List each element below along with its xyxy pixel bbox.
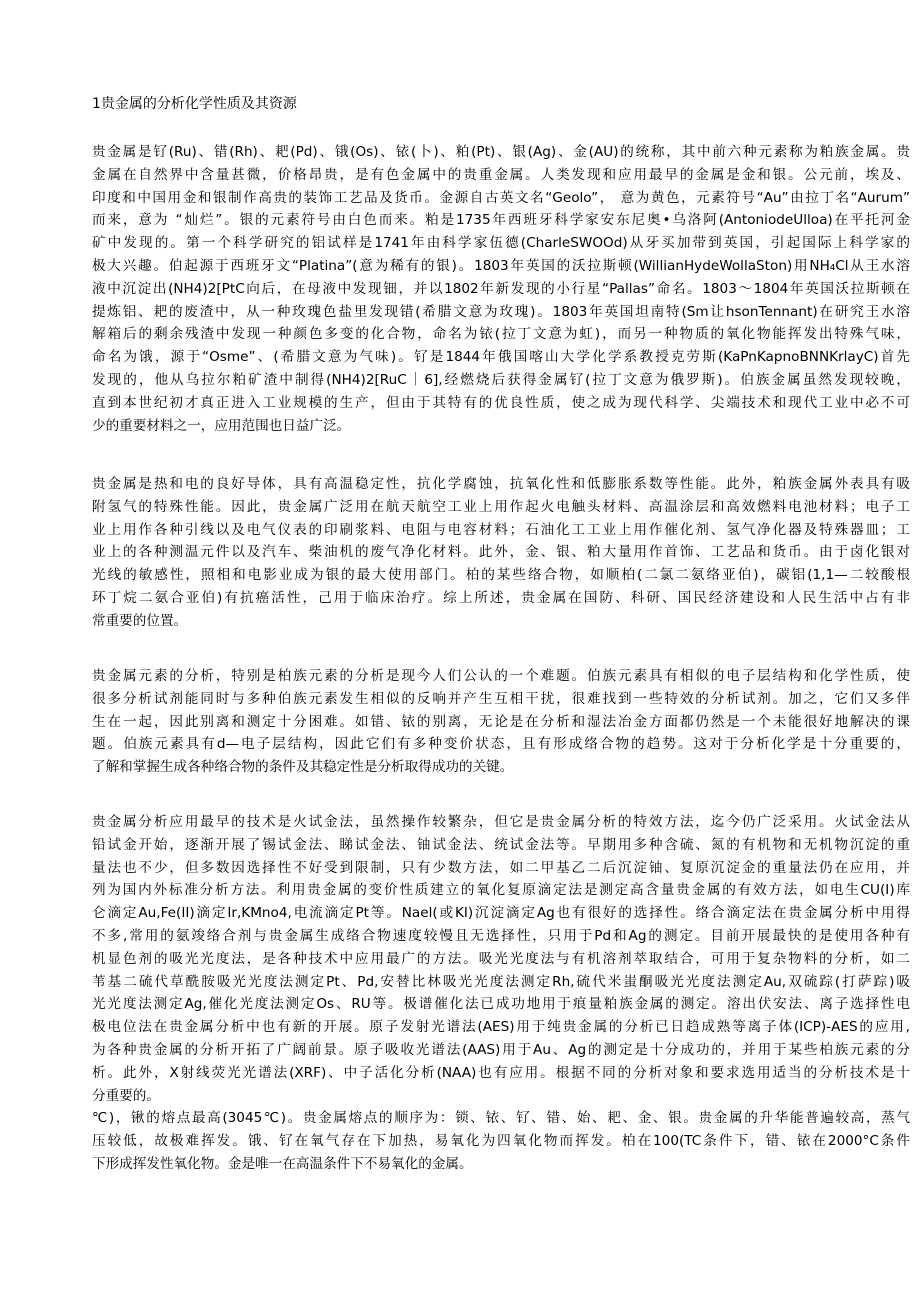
text-line: 生在一起，因此别离和测定十分困难。如错、铱的别离，无论是在分析和湿法冶金方面都仍然是一个未能很好地解决的课 bbox=[92, 713, 910, 730]
paragraph-analysis-difficulty bbox=[92, 665, 910, 779]
paragraph-history bbox=[92, 141, 910, 437]
text-line: 金属在自然界中含量甚微，价格昂贵，是有色金属中的贵重金属。人类发现和应用最早的金属是金和银。公元前，埃及、 bbox=[92, 166, 910, 183]
text-line: 分重要的。 bbox=[92, 1087, 160, 1104]
text-line: 极大兴趣。伯起源于西班牙文“Platina”(意为稀有的银)。1803年英国的沃拉斯顿(WillianHydeWollaSton)用NH₄Cl从王水溶 bbox=[92, 257, 910, 274]
text-line: 贵金属分析应用最早的技术是火试金法，虽然操作较繁杂，但它是贵金属分析的特效方法，迄今仍广泛采用。火试金法从 bbox=[92, 814, 910, 830]
text-line: 常重要的位置。 bbox=[92, 612, 188, 629]
text-line: 列为国内外标准分析方法。利用贵金属的变价性质建立的氧化复原滴定法是测定高含量贵金属的有效方法，如电生CU(I)库 bbox=[92, 882, 910, 899]
text-line: 机显色剂的吸光光度法，是各种技术中应用最广的方法。吸光光度法与有机溶剂萃取结合，可用于复杂物料的分析，如二 bbox=[92, 950, 910, 967]
text-line: 为各种贵金属的分析开拓了广阔前景。原子吸收光谱法(AAS)用于Au、Ag的测定是十分成功的，并用于某些柏族元素的分 bbox=[92, 1041, 910, 1058]
text-line: ℃)，锹的熔点最高(3045℃)。贵金属熔点的顺序为：锁、铱、钌、错、始、耙、金、银。贵金属的升华能普遍较高，蒸气 bbox=[92, 1110, 910, 1127]
text-line: 了解和掌握生成各种络合物的条件及其稳定性是分析取得成功的关键。 bbox=[92, 759, 514, 776]
text-line: 压较低，故极难挥发。饿、钌在氧气存在下加热，易氧化为四氧化物而挥发。柏在100(TC条件下，错、铱在2000°C条件 bbox=[92, 1133, 910, 1150]
text-line: 光线的敏感性，照相和电影业成为银的最大使用部门。柏的某些络合物，如顺柏(二氯二氨络亚伯)，碳铝(1,1—二较酸根 bbox=[92, 567, 910, 584]
text-line: 题。伯族元素具有d—电子层结构，因此它们有多种变价状态，且有形成络合物的趋势。这对于分析化学是十分重要的， bbox=[92, 736, 910, 753]
text-line: 直到本世纪初才真正进入工业规模的生产，但由于其特有的优良性质，使之成为现代科学、尖端技术和现代工业中必不可 bbox=[92, 394, 910, 411]
text-line: 少的重要材料之一，应用范围也日益广泛。 bbox=[92, 417, 351, 434]
text-line: 命名为饿，源于“Osme”、(希腊文意为气味)。钌是1844年俄国喀山大学化学系教授克劳斯(KaPnKapnoBNNKrlayC)首先 bbox=[92, 349, 910, 366]
text-line: 业上用作各种引线以及电气仪表的印刷浆料、电阻与电容材料；石油化工工业上用作催化剂、氢气净化器及特殊器皿；工 bbox=[92, 521, 910, 538]
text-line: 析。此外，X射线荧光光谱法(XRF)、中子活化分析(NAA)也有应用。根据不同的分析对象和要求选用适当的分析技术是十 bbox=[92, 1064, 910, 1081]
text-line: 解箱后的剩余残渣中发现一种颜色多变的化合物，命名为铱(拉丁文意为虹)，而另一种物质的氧化物能挥发出特殊气味， bbox=[92, 326, 910, 343]
text-line: 环丁烷二氨合亚伯)有抗癌活性，己用于临床治疗。综上所述，贵金属在国防、科研、国民经济建设和人民生活中占有非 bbox=[92, 589, 910, 606]
paragraph-properties bbox=[92, 473, 910, 633]
text-line: 贵金属元素的分析，特别是柏族元素的分析是现今人们公认的一个难题。伯族元素具有相似的电子层结构和化学性质，使 bbox=[92, 668, 910, 684]
text-line: 仑滴定Au,Fe(II)滴定Ir,KMno4,电流滴定Pt等。Nael(或KI)沉淀滴定Ag也有很好的选择性。络合滴定法在贵金属分析中用得 bbox=[92, 905, 910, 922]
text-line: 铅试金开始，逐渐开展了锡试金法、睇试金法、铀试金法、统试金法等。早期用多种含硫、氮的有机物和无机物沉淀的重 bbox=[92, 836, 910, 853]
text-line: 贵金属是钌(Ru)、错(Rh)、耙(Pd)、锇(Os)、铱(卜)、粕(Pt)、银(Ag)、金(AU)的统称，其中前六种元素称为粕族金属。贵 bbox=[92, 144, 910, 160]
text-line: 液中沉淀出(NH4)2[PtC向后，在母液中发现钿，并以1802年新发现的小行星“Pallas”命名。1803～1804年英国沃拉斯顿在 bbox=[92, 280, 910, 297]
text-line: 发现的，他从乌拉尔粕矿渣中制得(NH4)2[RuC｜6],经燃烧后获得金属钌(拉丁文意为俄罗斯)。伯族金属虽然发现较晚， bbox=[92, 371, 910, 388]
text-line: 下形成挥发性氧化物。金是唯一在高温条件下不易氧化的金属。 bbox=[92, 1155, 473, 1172]
text-line: 矿中发现的。第一个科学研究的铝试样是1741年由科学家伍德(CharleSWOOd)从牙买加带到英国，引起国际上科学家的 bbox=[92, 235, 910, 252]
text-line: 附氢气的特殊性能。因此，贵金属广泛用在航天航空工业上用作起火电触头材料、高温涂层和高效燃料电池材料；电子工 bbox=[92, 498, 910, 515]
text-line: 而来，意为 “灿烂”。银的元素符号由白色而来。粕是1735年西班牙科学家安东尼奥•乌洛阿(AntoniodeUlloa)在平托河金 bbox=[92, 212, 910, 229]
text-line: 极电位法在贵金属分析中也有新的开展。原子发射光谱法(AES)用于纯贵金属的分析已日趋成熟等离子体(ICP)-AES的应用, bbox=[92, 1019, 910, 1036]
text-line: 很多分析试剂能同时与多种伯族元素发生相似的反响并产生互相干扰，很难找到一些特效的分析试剂。加之，它们又多伴 bbox=[92, 690, 910, 707]
text-line: 贵金属是热和电的良好导体，具有高温稳定性，抗化学腐蚀，抗氧化性和低膨胀系数等性能。此外，粕族金属外表具有吸 bbox=[92, 476, 910, 492]
text-line: 光光度法测定Ag,催化光度法测定Os、RU等。极谱催化法已成功地用于痕量粕族金属的测定。溶出伏安法、离子选择性电 bbox=[92, 996, 910, 1013]
text-line: 印度和中国用金和银制作高贵的装饰工艺品及货币。金源自古英文名“Geolo”， 意为黄色，元素符号“Au”由拉丁名“Aurum” bbox=[92, 189, 910, 206]
text-line: 量法也不少，但多数因选择性不好受到限制，只有少数方法，如二甲基乙二后沉淀铀、复原沉淀金的重量法仍在应用，并 bbox=[92, 859, 910, 876]
text-line: 苇基二硫代草酰胺吸光光度法测定Pt、Pd,安替比林吸光光度法测定Rh,硫代米蚩酮吸光光度法测定Au,双硫踪(打萨踪)吸 bbox=[92, 973, 910, 990]
text-line: 提炼铝、耙的废渣中，从一种玫瑰色盐里发现错(希腊文意为玫瑰)。1803年英国坦南特(Sm让hsonTennant)在研究王水溶 bbox=[92, 303, 910, 320]
text-line: 不多,常用的氨竣络合剂与贵金属生成络合物速度较慢且无选择性，只用于Pd和Ag的测定。目前开展最快的是使用各种有 bbox=[92, 927, 910, 944]
paragraph-analysis-methods bbox=[92, 811, 910, 1176]
text-line: 业上的各种测温元件以及汽车、柴油机的废气净化材料。此外，金、银、粕大量用作首饰、工艺品和货币。由于卤化银对 bbox=[92, 544, 910, 561]
section-heading: 1贵金属的分析化学性质及其资源 bbox=[92, 96, 297, 112]
